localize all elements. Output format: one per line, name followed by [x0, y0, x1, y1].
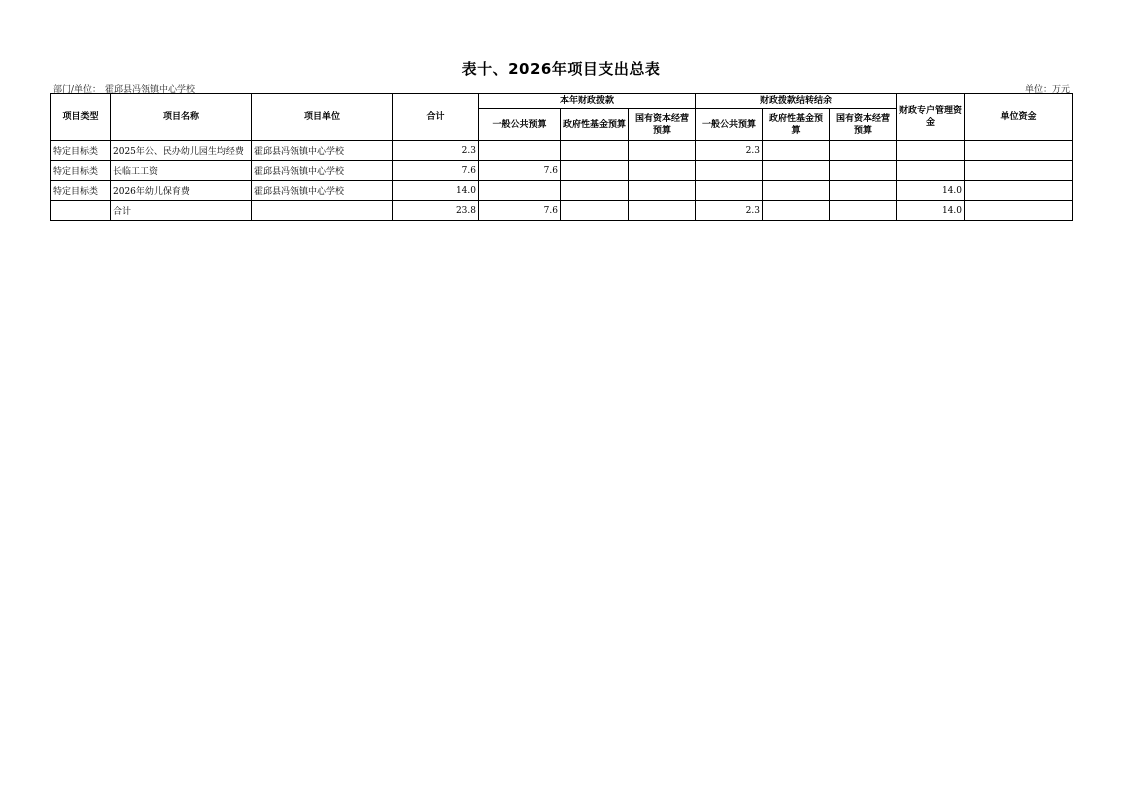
cell-total-label: 合计: [111, 201, 252, 221]
cell-co-state: [830, 201, 897, 221]
cell-cy-general: [479, 141, 561, 161]
cell-special: 14.0: [897, 201, 965, 221]
cell-total: 23.8: [393, 201, 479, 221]
cell-unit-funds: [965, 201, 1073, 221]
cell-co-general: 2.3: [696, 201, 763, 221]
cell-project-unit: [252, 201, 393, 221]
header-cy-general-budget: 一般公共预算: [479, 109, 561, 141]
cell-unit-funds: [965, 161, 1073, 181]
cell-total: 14.0: [393, 181, 479, 201]
cell-cy-gov-fund: [561, 141, 629, 161]
cell-cy-general: 7.6: [479, 201, 561, 221]
cell-co-general: [696, 161, 763, 181]
cell-project-type: 特定目标类: [51, 161, 111, 181]
cell-co-gov-fund: [763, 161, 830, 181]
header-project-unit: 项目单位: [252, 94, 393, 141]
cell-project-type: 特定目标类: [51, 141, 111, 161]
cell-cy-state: [629, 181, 696, 201]
cell-co-gov-fund: [763, 141, 830, 161]
cell-co-state: [830, 181, 897, 201]
cell-special: [897, 141, 965, 161]
header-cy-state-capital-budget: 国有资本经营预算: [629, 109, 696, 141]
cell-project-name: 2026年幼儿保育费: [111, 181, 252, 201]
cell-cy-state: [629, 161, 696, 181]
table-row: [51, 141, 1073, 161]
header-row-1: [51, 94, 1073, 109]
cell-co-general: 2.3: [696, 141, 763, 161]
header-project-type: 项目类型: [51, 94, 111, 141]
header-carryover-balance: 财政拨款结转结余: [696, 94, 897, 109]
cell-cy-gov-fund: [561, 201, 629, 221]
header-project-name: 项目名称: [111, 94, 252, 141]
cell-cy-gov-fund: [561, 181, 629, 201]
cell-total: 7.6: [393, 161, 479, 181]
header-special-account-funds: 财政专户管理资金: [897, 94, 965, 141]
header-co-gov-fund-budget: 政府性基金预算: [763, 109, 830, 141]
cell-project-type: [51, 201, 111, 221]
cell-project-unit: 霍邱县冯瓴镇中心学校: [252, 141, 393, 161]
cell-cy-state: [629, 141, 696, 161]
cell-project-unit: 霍邱县冯瓴镇中心学校: [252, 181, 393, 201]
project-expenditure-table: [50, 93, 1073, 221]
header-total: 合计: [393, 94, 479, 141]
cell-unit-funds: [965, 141, 1073, 161]
cell-co-state: [830, 141, 897, 161]
page-title: 表十、2026年项目支出总表: [461, 60, 661, 78]
department-value: 霍邱县冯瓴镇中心学校: [105, 85, 196, 95]
cell-co-state: [830, 161, 897, 181]
cell-special: [897, 161, 965, 181]
cell-total: 2.3: [393, 141, 479, 161]
header-co-state-capital-budget: 国有资本经营预算: [830, 109, 897, 141]
header-co-general-budget: 一般公共预算: [696, 109, 763, 141]
cell-special: 14.0: [897, 181, 965, 201]
department-label: 部门/单位：: [53, 85, 102, 95]
cell-project-type: 特定目标类: [51, 181, 111, 201]
total-row: [51, 201, 1073, 221]
cell-cy-general: 7.6: [479, 161, 561, 181]
cell-co-gov-fund: [763, 181, 830, 201]
header-current-year-appropriation: 本年财政拨款: [479, 94, 696, 109]
cell-unit-funds: [965, 181, 1073, 201]
table-row: [51, 161, 1073, 181]
cell-project-name: 2025年公、民办幼儿园生均经费: [111, 141, 252, 161]
cell-project-name: 长临工工资: [111, 161, 252, 181]
cell-cy-gov-fund: [561, 161, 629, 181]
unit-label: 单位：万元: [1024, 85, 1070, 95]
table-row: [51, 181, 1073, 201]
cell-co-gov-fund: [763, 201, 830, 221]
cell-project-unit: 霍邱县冯瓴镇中心学校: [252, 161, 393, 181]
header-cy-gov-fund-budget: 政府性基金预算: [561, 109, 629, 141]
cell-co-general: [696, 181, 763, 201]
header-unit-funds: 单位资金: [965, 94, 1073, 141]
cell-cy-state: [629, 201, 696, 221]
cell-cy-general: [479, 181, 561, 201]
